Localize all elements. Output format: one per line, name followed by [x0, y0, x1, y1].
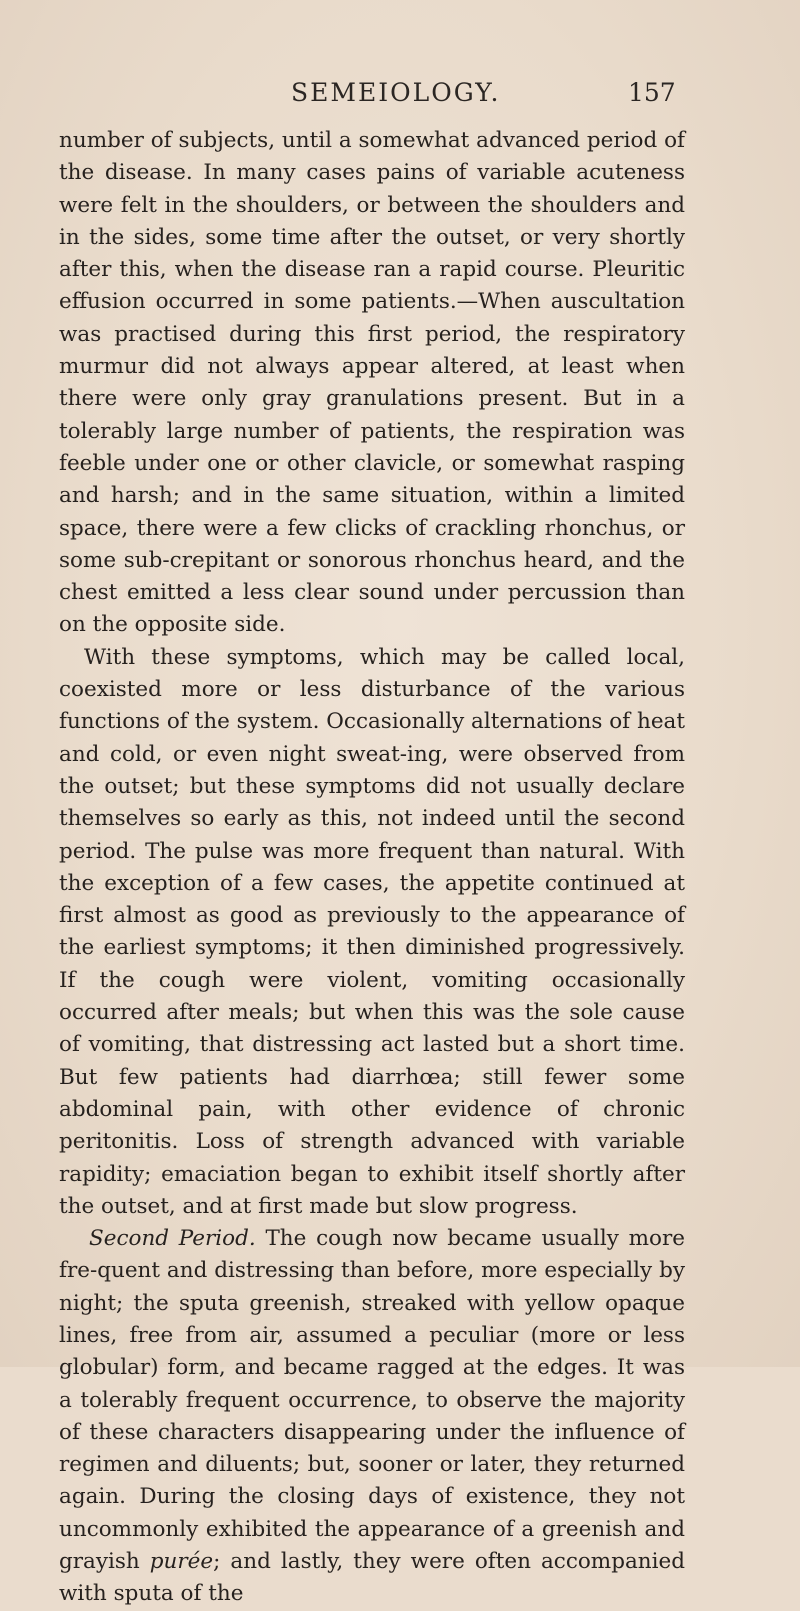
paragraph-2-text: With these symptoms, which may be called local, coexisted more or less disturbance of the various functions of the system. Occasionally alternations of heat and cold, or even night sweat-ing, were observed from the outset; but these symptoms did not usually declare themselves so early as this, not indeed until the second period. The pulse was more frequent than natural. With the exception of a few cases, the appetite continued at first almost as good as previously to the appearance of the earliest symptoms; it then diminished progressively. If the cough were violent, vomiting occasionally occurred after meals; but when this was the sole cause of vomiting, that distressing act lasted but a short time. But few patients had diarrhœa; still fewer some abdominal pain, with other evidence of chronic peritonitis. Loss of strength advanced with variable rapidity; emaciation began to exhibit itself shortly after the outset, and at first made but slow progress. [59, 644, 685, 1219]
page-header [0, 78, 800, 118]
paragraph-2 [59, 642, 685, 1223]
paragraph-3-tail: ; and lastly, they were often accompanied with sputa of the [59, 1549, 685, 1607]
paragraph-1 [59, 125, 685, 642]
running-head: SEMEIOLOGY. [291, 78, 501, 107]
paragraph-3-italic-term: purée [149, 1549, 214, 1575]
page-number: 157 [628, 78, 676, 107]
body-text [59, 125, 685, 1611]
paragraph-1-text: number of subjects, until a somewhat advanced period of the disease. In many cases pains of variable acuteness were felt in the shoulders, or between the shoulders and in the sides, some time after the outset, or very shortly after this, when the disease ran a rapid course. Pleuritic effusion occurred in some patients.—When auscultation was practised during this first period, the respiratory murmur did not always appear altered, at least when there were only gray granulations present. But in a tolerably large number of patients, the respiration was feeble under one or other clavicle, or somewhat rasping and harsh; and in the same situation, within a limited space, there were a few clicks of crackling rhonchus, or some sub-crepitant or sonorous rhonchus heard, and the chest emitted a less clear sound under percussion than on the opposite side. [59, 128, 685, 638]
paragraph-3-text: The cough now became usually more fre-quent and distressing than before, more especially by night; the sputa greenish, streaked with yellow opaque lines, free from air, assumed a peculiar (more or less globular) form, and became ragged at the edges. It was a tolerably frequent occurrence, to observe the majority of these characters disappearing under the influence of regimen and diluents; but, sooner or later, they returned again. During the closing days of existence, they not uncommonly exhibited the appearance of a greenish and grayish [59, 1226, 685, 1575]
section-heading-second-period: Second Period. [89, 1226, 256, 1252]
paragraph-3 [59, 1223, 685, 1611]
